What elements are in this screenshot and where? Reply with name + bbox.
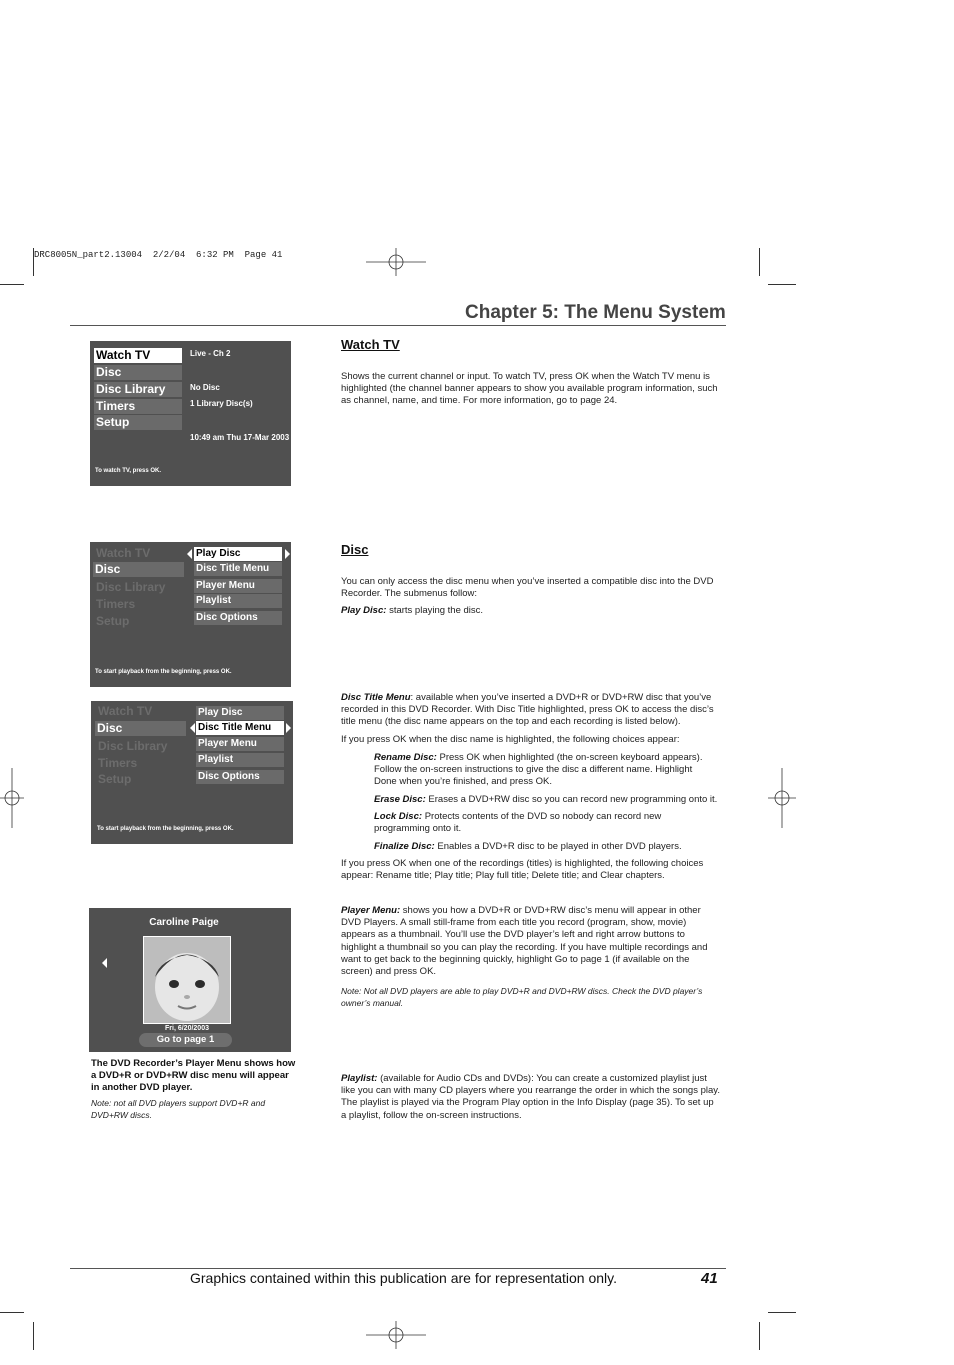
registration-mark-top xyxy=(366,248,426,276)
disc-intro: You can only access the disc menu when you’ve inserted a compatible disc into the DVD Recorder. The submenus follow: xyxy=(341,576,714,600)
erase-disc-paragraph xyxy=(374,794,724,806)
figure-caption-note: Note: not all DVD players support DVD+R and DVD+RW discs. xyxy=(91,1098,266,1120)
watch-tv-body: Shows the current channel or input. To watch TV, press OK when the Watch TV menu is highlighted (the channel banner appears to show you available program information, such as channel, name, and time. For more information, go to page 24. xyxy=(341,371,718,407)
submenu-playlist[interactable]: Playlist xyxy=(194,594,282,608)
header-rule xyxy=(70,325,726,326)
player-menu-note: Note: Not all DVD players are able to play DVD+R and DVD+RW discs. Check the DVD player’s owner’s manual. xyxy=(341,986,703,1008)
disc-title-menu-text: : available when you’ve inserted a DVD+R or DVD+RW disc that you’ve recorded in this DVD Recorder. With Disc Title highlighted, press OK to access the disc’s title menu (the disc name appears on the top and each recording is listed below). xyxy=(341,692,714,728)
rename-disc-paragraph xyxy=(374,752,704,789)
finalize-disc-label: Finalize Disc: xyxy=(374,841,435,852)
crop-mark xyxy=(768,1312,796,1313)
submenu-disc-options[interactable]: Disc Options xyxy=(194,611,282,625)
play-disc-paragraph xyxy=(341,605,721,617)
footer-rule xyxy=(70,1268,726,1269)
play-disc-label: Play Disc: xyxy=(341,605,387,616)
submenu-disc-title-menu[interactable]: Disc Title Menu xyxy=(194,562,282,576)
menu-disc[interactable]: Disc xyxy=(94,365,182,380)
titles-paragraph: If you press OK when one of the recordings (titles) is highlighted, the following choices appear: Rename title; Play title; Play full title; Delete title; and Clear chapters. xyxy=(341,858,704,882)
player-menu-text: shows you how a DVD+R or DVD+RW disc’s menu will appear in other DVD Players. A small still-frame from each title you record (program, show, movie) appears as a thumbnail. You’ll use the DVD player’s left and right arrow buttons to highlight a thumbnail so you can play the recording. If you have multiple recordings and want to get back to the beginning quickly, highlight Go to page 1 (if available on the screen) and press OK. xyxy=(341,905,708,978)
menu-setup[interactable]: Setup xyxy=(98,772,132,786)
submenu-play-disc[interactable]: Play Disc xyxy=(196,706,284,720)
footer-disclaimer: Graphics contained within this publication are for representation only. xyxy=(190,1270,617,1286)
screen-hint: To watch TV, press OK. xyxy=(95,468,162,474)
playlist-text: (available for Audio CDs and DVDs): You can create a customized playlist just like you can with many CD players where you rearrange the order in which the songs play. The playlist is played via the Program Play option in the Info Display (page 35). To set up a playlist, follow the on-screen instructions. xyxy=(341,1073,720,1121)
finalize-disc-paragraph xyxy=(374,841,724,853)
figure-caption: The DVD Recorder’s Player Menu shows how a DVD+R or DVD+RW disc menu will appear in another DVD player. xyxy=(91,1058,296,1093)
print-slug: DRC8005N_part2.13004 2/2/04 6:32 PM Page 41 xyxy=(34,250,283,260)
page-number: 41 xyxy=(701,1270,718,1287)
disc-title-menu-paragraph xyxy=(341,692,723,729)
menu-timers[interactable]: Timers xyxy=(94,399,182,414)
right-arrow-icon[interactable] xyxy=(285,549,290,559)
live-channel: Live - Ch 2 xyxy=(190,349,231,358)
lock-disc-paragraph xyxy=(374,811,694,835)
library-count: 1 Library Disc(s) xyxy=(190,399,253,408)
erase-disc-label: Erase Disc: xyxy=(374,794,426,805)
menu-setup[interactable]: Setup xyxy=(96,614,130,628)
disc-heading: Disc xyxy=(341,542,369,557)
disc-menu-screen xyxy=(90,542,291,687)
disc-status: No Disc xyxy=(190,383,220,392)
menu-timers[interactable]: Timers xyxy=(98,756,138,770)
playlist-paragraph xyxy=(341,1073,721,1122)
chapter-title: Chapter 5: The Menu System xyxy=(465,302,726,323)
crop-mark xyxy=(759,1322,760,1350)
right-arrow-icon[interactable] xyxy=(286,723,291,733)
player-menu-label: Player Menu: xyxy=(341,905,401,916)
screen-hint: To start playback from the beginning, press OK. xyxy=(97,826,234,832)
go-to-page-label: Go to page 1 xyxy=(156,1034,215,1045)
menu-timers[interactable]: Timers xyxy=(96,597,136,611)
player-menu-paragraph xyxy=(341,905,721,978)
submenu-disc-title-menu[interactable]: Disc Title Menu xyxy=(196,721,284,735)
crop-mark xyxy=(0,1312,24,1313)
thumbnail-frame[interactable] xyxy=(143,936,231,1024)
left-arrow-icon[interactable] xyxy=(102,958,107,968)
crop-mark xyxy=(33,1322,34,1350)
play-disc-text: starts playing the disc. xyxy=(389,605,484,616)
watch-tv-screen xyxy=(90,341,291,486)
left-arrow-icon[interactable] xyxy=(190,723,195,733)
registration-mark-right xyxy=(768,768,796,828)
menu-watch-tv[interactable]: Watch TV xyxy=(94,348,182,363)
menu-disc[interactable]: Disc xyxy=(95,721,186,736)
submenu-player-menu[interactable]: Player Menu xyxy=(194,579,282,593)
submenu-player-menu[interactable]: Player Menu xyxy=(196,737,284,751)
crop-mark xyxy=(0,284,24,285)
disc-title-menu-label: Disc Title Menu xyxy=(341,692,411,703)
menu-setup[interactable]: Setup xyxy=(94,415,182,430)
submenu-play-disc[interactable]: Play Disc xyxy=(194,547,282,561)
lock-disc-text: Protects contents of the DVD so nobody can record new programming onto it. xyxy=(374,811,662,835)
crop-mark xyxy=(768,284,796,285)
lock-disc-label: Lock Disc: xyxy=(374,811,423,822)
rename-disc-text: Press OK when highlighted (the on-screen keyboard appears). Follow the on-screen instructions to give the disc a different name. Highlight Done when you’re finished, and press OK. xyxy=(374,752,703,788)
menu-watch-tv[interactable]: Watch TV xyxy=(98,704,153,718)
crop-mark xyxy=(33,248,34,276)
menu-disc-library[interactable]: Disc Library xyxy=(96,580,166,594)
go-to-page-button[interactable] xyxy=(139,1033,232,1047)
erase-disc-text: Erases a DVD+RW disc so you can record new programming onto it. xyxy=(428,794,718,805)
left-arrow-icon[interactable] xyxy=(187,549,192,559)
if-press-ok-text: If you press OK when the disc name is highlighted, the following choices appear: xyxy=(341,734,680,745)
registration-mark-bottom xyxy=(366,1321,426,1349)
menu-watch-tv[interactable]: Watch TV xyxy=(96,546,151,560)
menu-disc[interactable]: Disc xyxy=(93,562,184,577)
submenu-disc-options[interactable]: Disc Options xyxy=(196,770,284,784)
player-menu-screen xyxy=(89,908,291,1052)
playlist-label: Playlist: xyxy=(341,1073,378,1084)
baby-photo xyxy=(144,937,230,1023)
disc-name: Caroline Paige xyxy=(149,917,219,928)
watch-tv-heading: Watch TV xyxy=(341,337,400,352)
clock: 10:49 am Thu 17-Mar 2003 xyxy=(190,433,290,442)
menu-disc-library[interactable]: Disc Library xyxy=(94,382,182,397)
rename-disc-label: Rename Disc: xyxy=(374,752,437,763)
menu-disc-library[interactable]: Disc Library xyxy=(98,739,168,753)
recording-date: Fri, 6/20/2003 xyxy=(165,1025,209,1032)
submenu-playlist[interactable]: Playlist xyxy=(196,753,284,767)
screen-hint: To start playback from the beginning, press OK. xyxy=(95,669,232,675)
registration-mark-left xyxy=(0,768,24,828)
crop-mark xyxy=(759,248,760,276)
disc-title-menu-screen xyxy=(91,701,293,844)
finalize-disc-text: Enables a DVD+R disc to be played in other DVD players. xyxy=(437,841,682,852)
